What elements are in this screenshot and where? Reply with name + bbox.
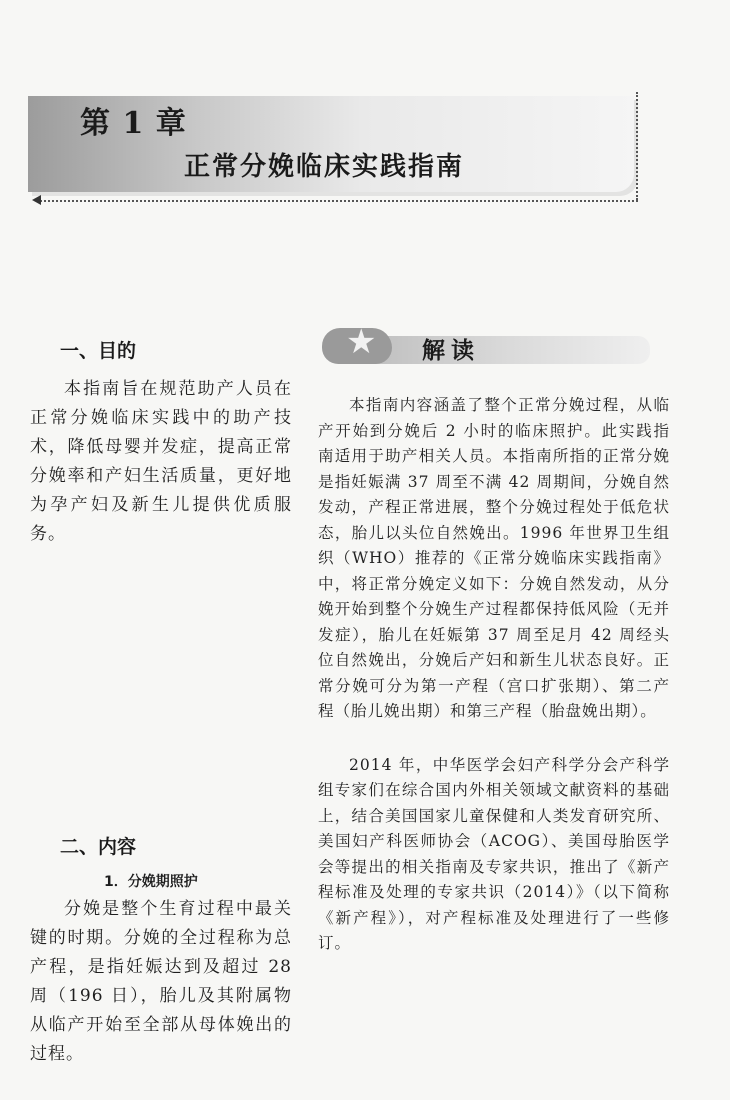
interpretation-paragraph-1: 本指南内容涵盖了整个正常分娩过程，从临产开始到分娩后 2 小时的临床照护。此实践指南适用于助产相关人员。本指南所指的正常分娩是指妊娠满 37 周至不满 42 周期间，分娩自然发动，产程正常进展，整个分娩过程处于低危状态，胎儿以头位自然娩出。1996 年世界卫生组织（WHO）推荐的《正常分娩临床实践指南》中，将正常分娩定义如下：分娩自然发动，从分娩开始到整个分娩生产过程都保持低风险（无并发症），胎儿在妊娠第 37 周至足月 42 周经头位自然娩出，分娩后产妇和新生儿状态良好。正常分娩可分为第一产程（宫口扩张期）、第二产程（胎儿娩出期）和第三产程（胎盘娩出期）。 (318, 396, 670, 720)
section-heading-content: 二、内容 (60, 836, 137, 858)
interpretation-header-band (358, 336, 650, 364)
section-content (30, 832, 292, 1069)
purpose-text: 本指南旨在规范助产人员在正常分娩临床实践中的助产技术，降低母婴并发症，提高正常分娩率和产妇生活质量，更好地为孕产妇及新生儿提供优质服务。 (30, 379, 292, 544)
chapter-banner (28, 96, 638, 196)
banner-dotted-border-right (636, 92, 638, 200)
delivery-care-text: 分娩是整个生育过程中最关键的时期。分娩的全过程称为总产程，是指妊娠达到及超过 28 周（196 日），胎儿及其附属物从临产开始至全部从母体娩出的过程。 (30, 899, 292, 1064)
arrow-left-icon (32, 195, 41, 205)
interpretation-body (318, 393, 670, 957)
interpretation-paragraph-2: 2014 年，中华医学会妇产科学分会产科学组专家们在综合国内外相关领域文献资料的基础上，结合美国国家儿童保健和人类发育研究所、美国妇产科医师协会（ACOG）、美国母胎医学会等提出的相关指南及专家共识，推出了《新产程标准及处理的专家共识（2014）》（以下简称《新产程》），对产程标准及处理进行了一些修订。 (318, 755, 670, 952)
section-purpose (30, 336, 292, 549)
interpretation-label: 解读 (422, 338, 480, 364)
chapter-title: 正常分娩临床实践指南 (184, 152, 465, 182)
interpretation-header (318, 322, 648, 366)
chapter-number: 第 1 章 (80, 106, 187, 141)
section-heading-purpose: 一、目的 (60, 340, 137, 362)
banner-dotted-border-bottom (40, 200, 638, 202)
subsection-heading-delivery-care: 1．分娩期照护 (104, 874, 198, 890)
smiling-star-icon: ★ (346, 322, 377, 362)
